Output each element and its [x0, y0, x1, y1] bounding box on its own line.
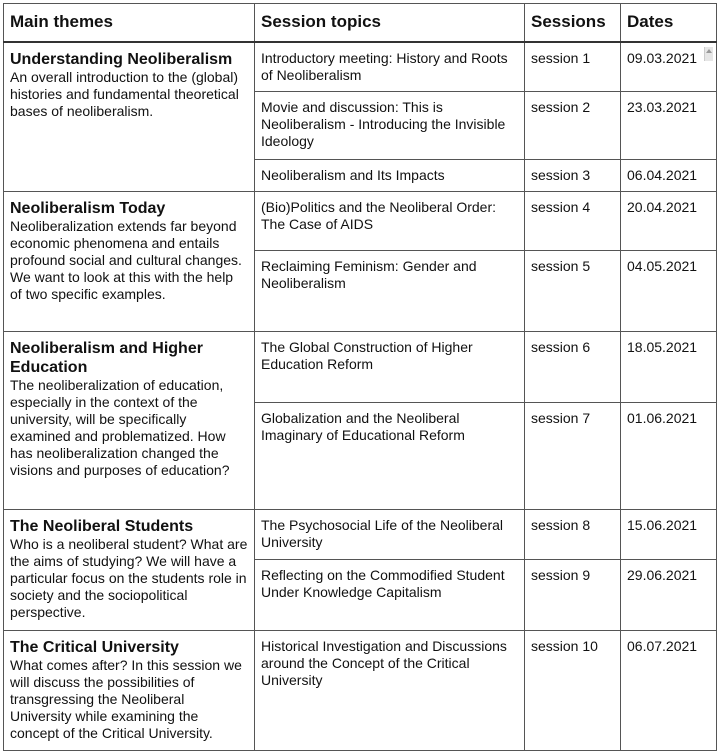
- header-session-topics: Session topics: [255, 4, 525, 42]
- session-number: session 3: [525, 160, 621, 192]
- session-date: 18.05.2021: [621, 332, 717, 403]
- session-topic: Reclaiming Feminism: Gender and Neoliberalism: [255, 251, 525, 332]
- session-date-cell: [621, 42, 717, 92]
- session-topic: Movie and discussion: This is Neoliberalism - Introducing the Invisible Ideology: [255, 92, 525, 160]
- header-row: [4, 4, 717, 42]
- theme-title: Neoliberalism and Higher Education: [10, 340, 203, 376]
- theme-cell: [4, 510, 255, 631]
- header-dates: Dates: [621, 4, 717, 42]
- table-row: [4, 192, 717, 251]
- session-date: 01.06.2021: [621, 403, 717, 510]
- theme-title: Neoliberalism Today: [10, 200, 166, 217]
- session-number: session 9: [525, 560, 621, 631]
- session-date: 29.06.2021: [621, 560, 717, 631]
- theme-title: The Critical University: [10, 639, 179, 656]
- header-main-themes: Main themes: [4, 4, 255, 42]
- session-topic: Historical Investigation and Discussions around the Concept of the Critical University: [255, 631, 525, 751]
- theme-description: Who is a neoliberal student? What are the aims of studying? We will have a particular focus on the students role in society and the sociopolitical perspective.: [10, 536, 248, 620]
- session-number: session 5: [525, 251, 621, 332]
- theme-description: What comes after? In this session we will discuss the possibilities of transgressing the Neoliberal University while examining the concept of the Critical University.: [10, 657, 242, 741]
- session-number: session 8: [525, 510, 621, 560]
- session-number: session 4: [525, 192, 621, 251]
- session-date: 20.04.2021: [621, 192, 717, 251]
- session-date: 23.03.2021: [621, 92, 717, 160]
- session-number: session 7: [525, 403, 621, 510]
- theme-description: An overall introduction to the (global) histories and fundamental theoretical bases of neoliberalism.: [10, 68, 239, 119]
- theme-cell: [4, 192, 255, 332]
- table-row: [4, 631, 717, 751]
- session-date: 06.07.2021: [621, 631, 717, 751]
- session-topic: The Psychosocial Life of the Neoliberal University: [255, 510, 525, 560]
- theme-cell: [4, 42, 255, 192]
- session-number: session 1: [525, 42, 621, 92]
- session-date: 09.03.2021: [627, 49, 698, 66]
- session-topic: Globalization and the Neoliberal Imaginary of Educational Reform: [255, 403, 525, 510]
- theme-cell: [4, 332, 255, 510]
- session-topic: Reflecting on the Commodified Student Under Knowledge Capitalism: [255, 560, 525, 631]
- session-number: session 6: [525, 332, 621, 403]
- schedule-table: [3, 3, 717, 751]
- session-date: 04.05.2021: [621, 251, 717, 332]
- session-date: 06.04.2021: [621, 160, 717, 192]
- session-topic: Introductory meeting: History and Roots of Neoliberalism: [255, 42, 525, 92]
- session-topic: Neoliberalism and Its Impacts: [255, 160, 525, 192]
- theme-description: Neoliberalization extends far beyond economic phenomena and entails profound social and cultural changes. We want to look at this with the help of two specific examples.: [10, 218, 242, 302]
- session-topic: The Global Construction of Higher Education Reform: [255, 332, 525, 403]
- session-topic: (Bio)Politics and the Neoliberal Order: The Case of AIDS: [255, 192, 525, 251]
- scroll-up-icon[interactable]: [704, 47, 713, 61]
- session-date: 15.06.2021: [621, 510, 717, 560]
- session-number: session 2: [525, 92, 621, 160]
- session-number: session 10: [525, 631, 621, 751]
- table-row: [4, 42, 717, 92]
- theme-cell: [4, 631, 255, 751]
- theme-title: Understanding Neoliberalism: [10, 50, 233, 68]
- theme-title: The Neoliberal Students: [10, 518, 194, 535]
- table-row: [4, 332, 717, 403]
- theme-description: The neoliberalization of education, especially in the context of the university, will be specifically examined and problematized. How has neoliberalization changed the visions and purposes of education?: [10, 377, 230, 478]
- table-row: [4, 510, 717, 560]
- header-sessions: Sessions: [525, 4, 621, 42]
